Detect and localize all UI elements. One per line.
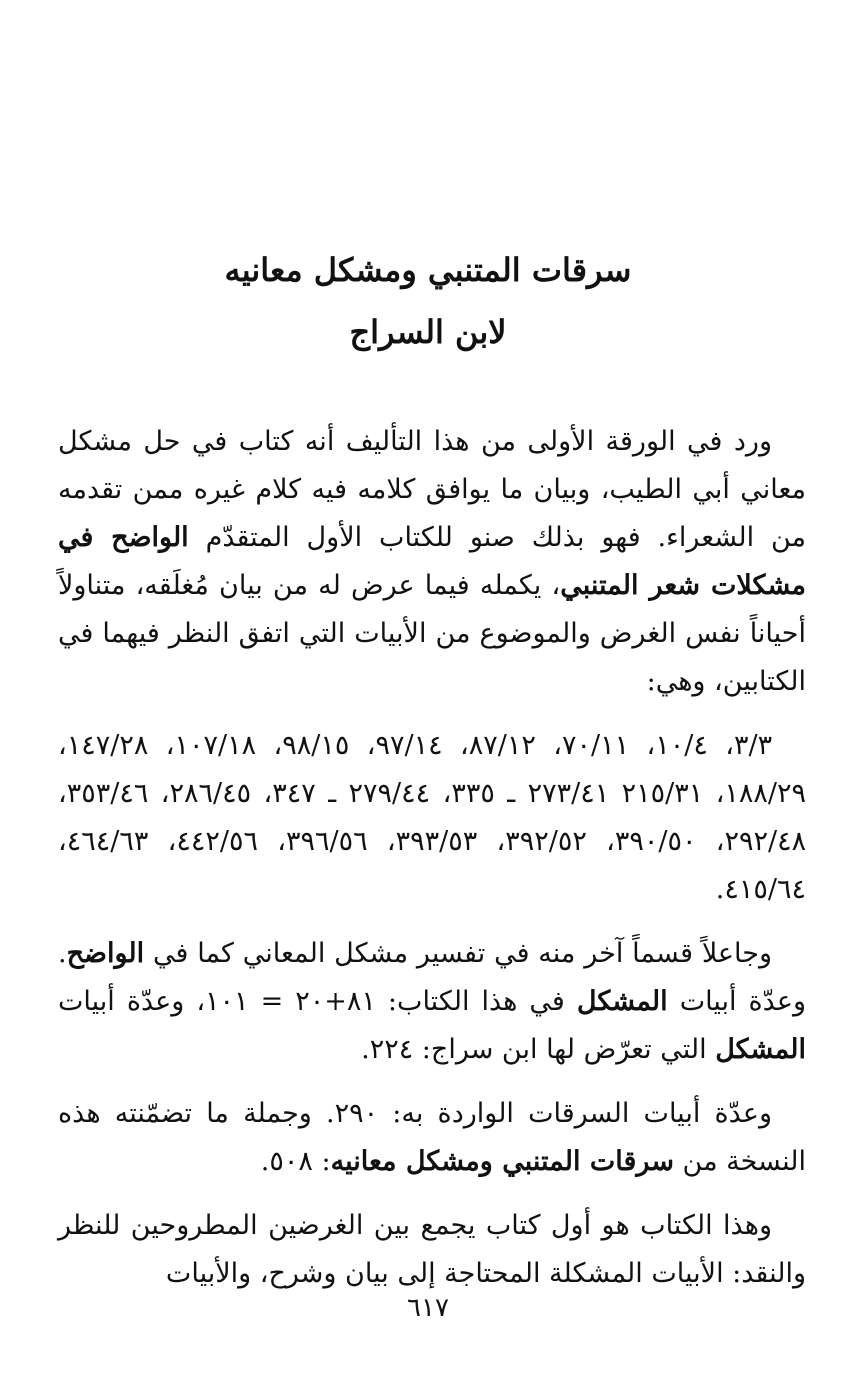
page-number: ٦١٧ [407,1293,449,1323]
title-block [0,248,856,354]
body-text [58,418,806,1314]
paragraph-text: ، يكمله فيما عرض له من بيان مُغلَقه، متناولاً أحياناً نفس الغرض والموضوع من الأبيات التي اتفق النظر فيهما في الكتابين، وهي: [58,570,806,697]
paragraph-text: ورد في الورقة الأولى من هذا التأليف أنه كتاب في حل مشكل معاني أبي الطيب، وبيان ما يوافق كلامه فيه كلام غيره ممن تقدمه من الشعراء. فهو بذلك صنو للكتاب الأول المتقدّم [58,426,807,553]
bold-book-title: الواضح في مشكلات شعر المتنبي [58,522,806,601]
verse-reference-list: ٣/٣، ١٠/٤، ٧٠/١١، ٨٧/١٢، ٩٧/١٤، ٩٨/١٥، ١٠٧/١٨، ١٤٧/٢٨، ١٨٨/٢٩، ٢١٥/٣١ ٢٧٣/٤١ ـ ٣٣٥، ٢٧٩/٤٤ ـ ٣٤٧، ٢٨٦/٤٥، ٣٥٣/٤٦، ٢٩٢/٤٨، ٣٩٠/٥٠، ٣٩٢/٥٢، ٣٩٣/٥٣، ٣٩٦/٥٦، ٤٤٢/٥٦، ٤٦٤/٦٣، ٤١٥/٦٤. [58,730,807,905]
paragraph-closing [58,1202,806,1298]
paragraph-text: في هذا الكتاب: ٨١+٢٠ = ١٠١، وعدّة أبيات [58,986,577,1017]
page-title: سرقات المتنبي ومشكل معانيه [224,251,632,289]
bold-term: الواضح [66,938,145,969]
bold-term: المشكل [576,986,668,1017]
paragraph-text: . وعدّة أبيات [58,938,806,1017]
paragraph-text: : ٥٠٨. [260,1146,331,1177]
paragraph-sariqat-count [58,1090,806,1186]
paragraph-text: وجاعلاً قسماً آخر منه في تفسير مشكل المعاني كما في [144,938,772,969]
paragraph-mushkil-count [58,930,806,1074]
paragraph-verse-references [58,722,806,914]
paragraph-text: التي تعرّض لها ابن سراج: ٢٢٤. [361,1034,716,1065]
bold-book-title: سرقات المتنبي ومشكل معانيه [330,1146,674,1177]
paragraph-intro [58,418,806,706]
paragraph-text: وهذا الكتاب هو أول كتاب يجمع بين الغرضين المطروحين للنظر والنقد: الأبيات المشكلة المحتاجة إلى بيان وشرح، والأبيات [58,1210,806,1289]
bold-term: المشكل [715,1034,806,1065]
page-subtitle: لابن السراج [349,313,507,351]
paragraph-text: وعدّة أبيات السرقات الواردة به: ٢٩٠. وجملة ما تضمّنته هذه النسخة من [58,1098,806,1177]
